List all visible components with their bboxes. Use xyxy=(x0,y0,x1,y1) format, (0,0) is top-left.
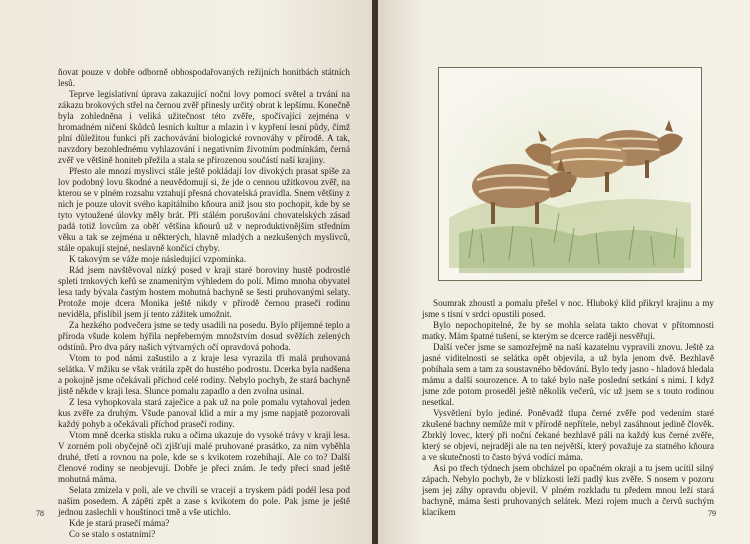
paragraph: K takovým se váže moje následující vzpomínka. xyxy=(69,254,247,264)
paragraph: ňovat pouze v dobře odborně obhospodařovaných režijních honitbách státních lesů. xyxy=(58,67,350,88)
page-number-right: 79 xyxy=(708,509,716,518)
illustration-svg xyxy=(439,68,701,280)
paragraph: Kde je stará prasečí máma? xyxy=(69,518,170,528)
paragraph: Asi po třech týdnech jsem obcházel po opačném okraji a tu jsem ucítil silný zápach. Nebylo pochyb, že v blízkosti leží padlý kus zvěře. S nosem v pozoru jsem jej záhy opravdu objevil. V plném rozkladu tu předem mnou leží stará bachyně, máma šesti pruhovaných selátek. Mezi rojem much a červů suchým klacíkem xyxy=(422,463,714,517)
paragraph: Bylo nepochopitelné, že by se mohla selata takto chovat v přítomnosti matky. Mám špatné tušení, se kterým se dcerce raději nesvěřuji. xyxy=(422,320,714,341)
left-page-text xyxy=(58,67,350,540)
paragraph: Selata zmizela v poli, ale ve chvíli se vracejí a tryskem pádí podél lesa pod naším posedem. A zápětí zpět a zase s kvikotem do pole. Pak jsme je ještě jednou zaslechli v houštinoci tmě a vše utichlo. xyxy=(58,485,350,517)
paragraph: Soumrak zhoustl a pomalu přešel v noc. Hluboký klid přikryl krajinu a my jsme s tísní v srdci opustili posed. xyxy=(422,298,714,319)
paragraph: Teprve legislativní úprava zakazující noční lovy pomocí světel a trvání na zákazu brokových střel na černou zvěř přinesly určitý obrat k lepšímu. Konečně byla zohledněna i veliká užitečnost této zvěře, spočívající zejména v hromadném ničení škůdců lesních kultur a mlazin i v kypření lesní půdy, čímž plní důležitou funkci při zachovávání biologické rovnováhy v přírodě. A tak, navzdory bezohlednému vyhlazování i negativním životním podmínkám, černá zvěř ve většině honiteb přežila a stala se přirozenou součástí naší krajiny. xyxy=(58,89,350,165)
paragraph: Další večer jsme se samozřejmě na naší kazatelnu vypravili znovu. Ještě za jasné viditelnosti se selátka opět objevila, a už byla jenom dvě. Bezhlavě pobíhala sem a tam za soustavného bědování. Bylo tedy jasno - hladová hledala mámu a další sourozence. A to také bylo naše poslední setkání s nimi. I když jsme zde potom proseděl ještě několik večerů, víc už jsem se s touto rodinou nesetkal. xyxy=(422,342,714,407)
paragraph: Přesto ale mnozí myslivci stále ještě pokládají lov divokých prasat spíše za lov podobný lovu škodné a neuvědomují si, že jde o cennou užitkovou zvěř, na kterou se v plném rozsahu vztahují přesná chovatelská pravidla. Snem většiny z nich je pouze ulovit svého kapitálního kňoura aniž jsou sto pochopit, kde by se tyto vytoužené úlovky měly brát. Při stálém porušování chovatelských zásad padá totiž lovcům za oběť většina kňourů už v neproduktivnějším středním věku a tak se zejména u některých, hlavně mladých a nezkušených myslivců, stále opakují stejné, neslavně končící chyby. xyxy=(58,166,350,253)
paragraph: Rád jsem navštěvoval nízký posed v kraji staré boroviny hustě podrostlé spletí trnkových keřů se znamenitým výhledem do polí. Mimo mnoha obyvatel lesa tady bývala častým hostem mohutná bachyně se šesti pruhovanými selaty. Protože moje dcera Monika ještě nikdy v přírodě černou prasečí rodinu neviděla, přislíbil jsem jí tento zážitek umožnit. xyxy=(58,265,350,319)
paragraph: Vtom mně dcerka stiskla ruku a očima ukazuje do vysoké trávy v kraji lesa. V zorném poli obyčejně oči zjišťují malé pruhované prasátko, za ním vyběhla druhé, třetí a rovnou na pole, kde se s kvikotem rozebíhají. Ale co to? Další členové rodiny se neobjevují. Dobře je přeci znám. Je tedy přeci snad ještě mohutná máma. xyxy=(58,430,350,484)
paragraph: Z lesa vyhopkovala stará zaječice a pak už na pole pomalu vytahoval jeden kus zvěře za druhým. Všude panoval klid a mír a my jsme napjatě pozorovali každý pohyb a očekávali příchod prasečí rodiny. xyxy=(58,397,350,429)
paragraph: Vtom to pod námi zašustilo a z kraje lesa vyrazila tři malá pruhovaná selátka. V mžiku se však vrátila zpět do hustého podrostu. Dcerka byla nadšena a pokojně jsme očekávali příchod celé rodiny. Nebylo pochyb, že stará bachyně jistě někde v kraji lesa. Slunce pomalu zapadlo a den zvolna usínal. xyxy=(58,353,350,396)
right-page xyxy=(378,0,750,544)
paragraph: Vysvětlení bylo jediné. Poněvadž tlupa černé zvěře pod vedením staré zkušené bachny nemůže mít v přírodě nepřítele, nebyl zasáhnout jedině člověk. Zbrklý lovec, který při noční čekané bezhlavě pálí na každý kus černé zvěře, který se objeví, nejraději ale na ten největší, který považuje za statného kňoura a ve skutečnosti to často bývá vodící máma. xyxy=(422,408,714,462)
paragraph: Za hezkého podvečera jsme se tedy usadili na posedu. Bylo příjemné teplo a příroda všude kolem hýřila nepřeberným množstvím dosud svěžích zelených odstínů. Pro dva páry našich výtvarných očí opravdová pohoda. xyxy=(58,320,350,352)
left-page xyxy=(0,0,372,544)
paragraph: Co se stalo s ostatními? xyxy=(69,529,156,539)
right-page-text xyxy=(422,298,714,518)
page-number-left: 78 xyxy=(36,509,44,518)
wild-boar-piglets-illustration xyxy=(438,67,702,281)
